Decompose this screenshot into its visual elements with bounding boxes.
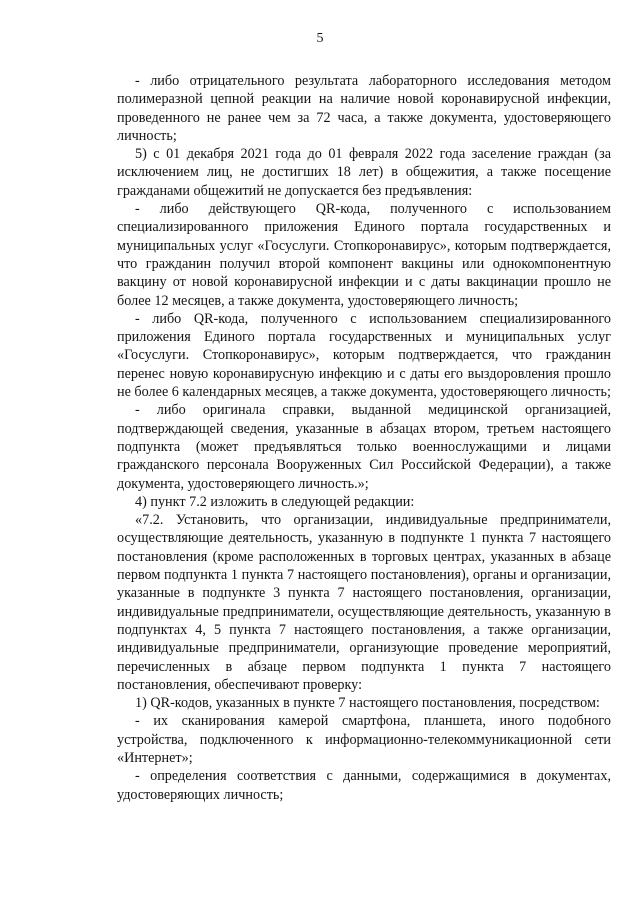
paragraph-qr-vaccination: - либо действующего QR-кода, полученного с использованием специализированного приложения Единого портала государственных и муниципальных услуг «Госуслуги. Стопкоронавирус», которым подтверждается, что гражданин получил второй компонент вакцины или однокомпонентную вакцину от новой коронавирусной инфекции и с даты вакцинации прошло не более 12 месяцев, а также документа, удостоверяющего личность;	[117, 201, 611, 309]
paragraph-pcr-test: - либо отрицательного результата лабораторного исследования методом полимеразной цепной реакции на наличие новой коронавирусной инфекции, проведенного не ранее чем за 72 часа, а также документа, удостоверяющего личность;	[117, 73, 611, 144]
paragraph-item-4-amendment: 4) пункт 7.2 изложить в следующей редакции:	[135, 493, 415, 510]
paragraph-qr-recovery: - либо QR-кода, полученного с использованием специализированного приложения Единого портала государственных и муниципальных услуг «Госуслуги. Стопкоронавирус», которым подтверждается, что гражданин перенес новую коронавирусную инфекцию и с даты его выздоровления прошло не более 6 календарных месяцев, а также документа, удостоверяющего личность;	[117, 310, 611, 401]
paragraph-id-match: - определения соответствия с данными, содержащимися в документах, удостоверяющих личность;	[117, 768, 611, 803]
paragraph-clause-7-2: «7.2. Установить, что организации, индивидуальные предприниматели, осуществляющие деятельность, указанную в подпункте 1 пункта 7 настоящего постановления (кроме расположенных в торговых центрах, указанных в абзаце первом подпункта 1 пункта 7 настоящего постановления), органы и организации, указанные в подпункте 3 пункта 7 настоящего постановления, организации, индивидуальные предприниматели, осуществляющие деятельность, указанную в подпунктах 4, 5 пункта 7 настоящего постановления, а также организации, индивидуальные предприниматели, организующие проведение мероприятий, перечисленных в абзаце первом подпункта 1 пункта 7 настоящего постановления, обеспечивают проверку:	[117, 512, 611, 693]
paragraph-scanning: - их сканирования камерой смартфона, планшета, иного подобного устройства, подключенного к информационно-телекоммуникационной сети «Интернет»;	[117, 713, 611, 766]
paragraph-subitem-1-qr-codes: 1) QR-кодов, указанных в пункте 7 настоящего постановления, посредством:	[135, 695, 600, 712]
page-number: 5	[316, 31, 324, 46]
paragraph-medical-certificate: - либо оригинала справки, выданной медицинской организацией, подтверждающей сведения, указанные в абзацах втором, третьем настоящего подпункта (может предъявляться только военнослужащими и лицами гражданского персонала Вооруженных Сил Российской Федерации), а также документа, удостоверяющего личность.»;	[117, 402, 611, 492]
body-text	[117, 72, 611, 804]
paragraph-item-5-dormitories: 5) с 01 декабря 2021 года до 01 февраля 2022 года заселение граждан (за исключением лиц, не достигших 18 лет) в общежития, а также посещение гражданами общежитий не допускается без предъявления:	[117, 146, 611, 199]
